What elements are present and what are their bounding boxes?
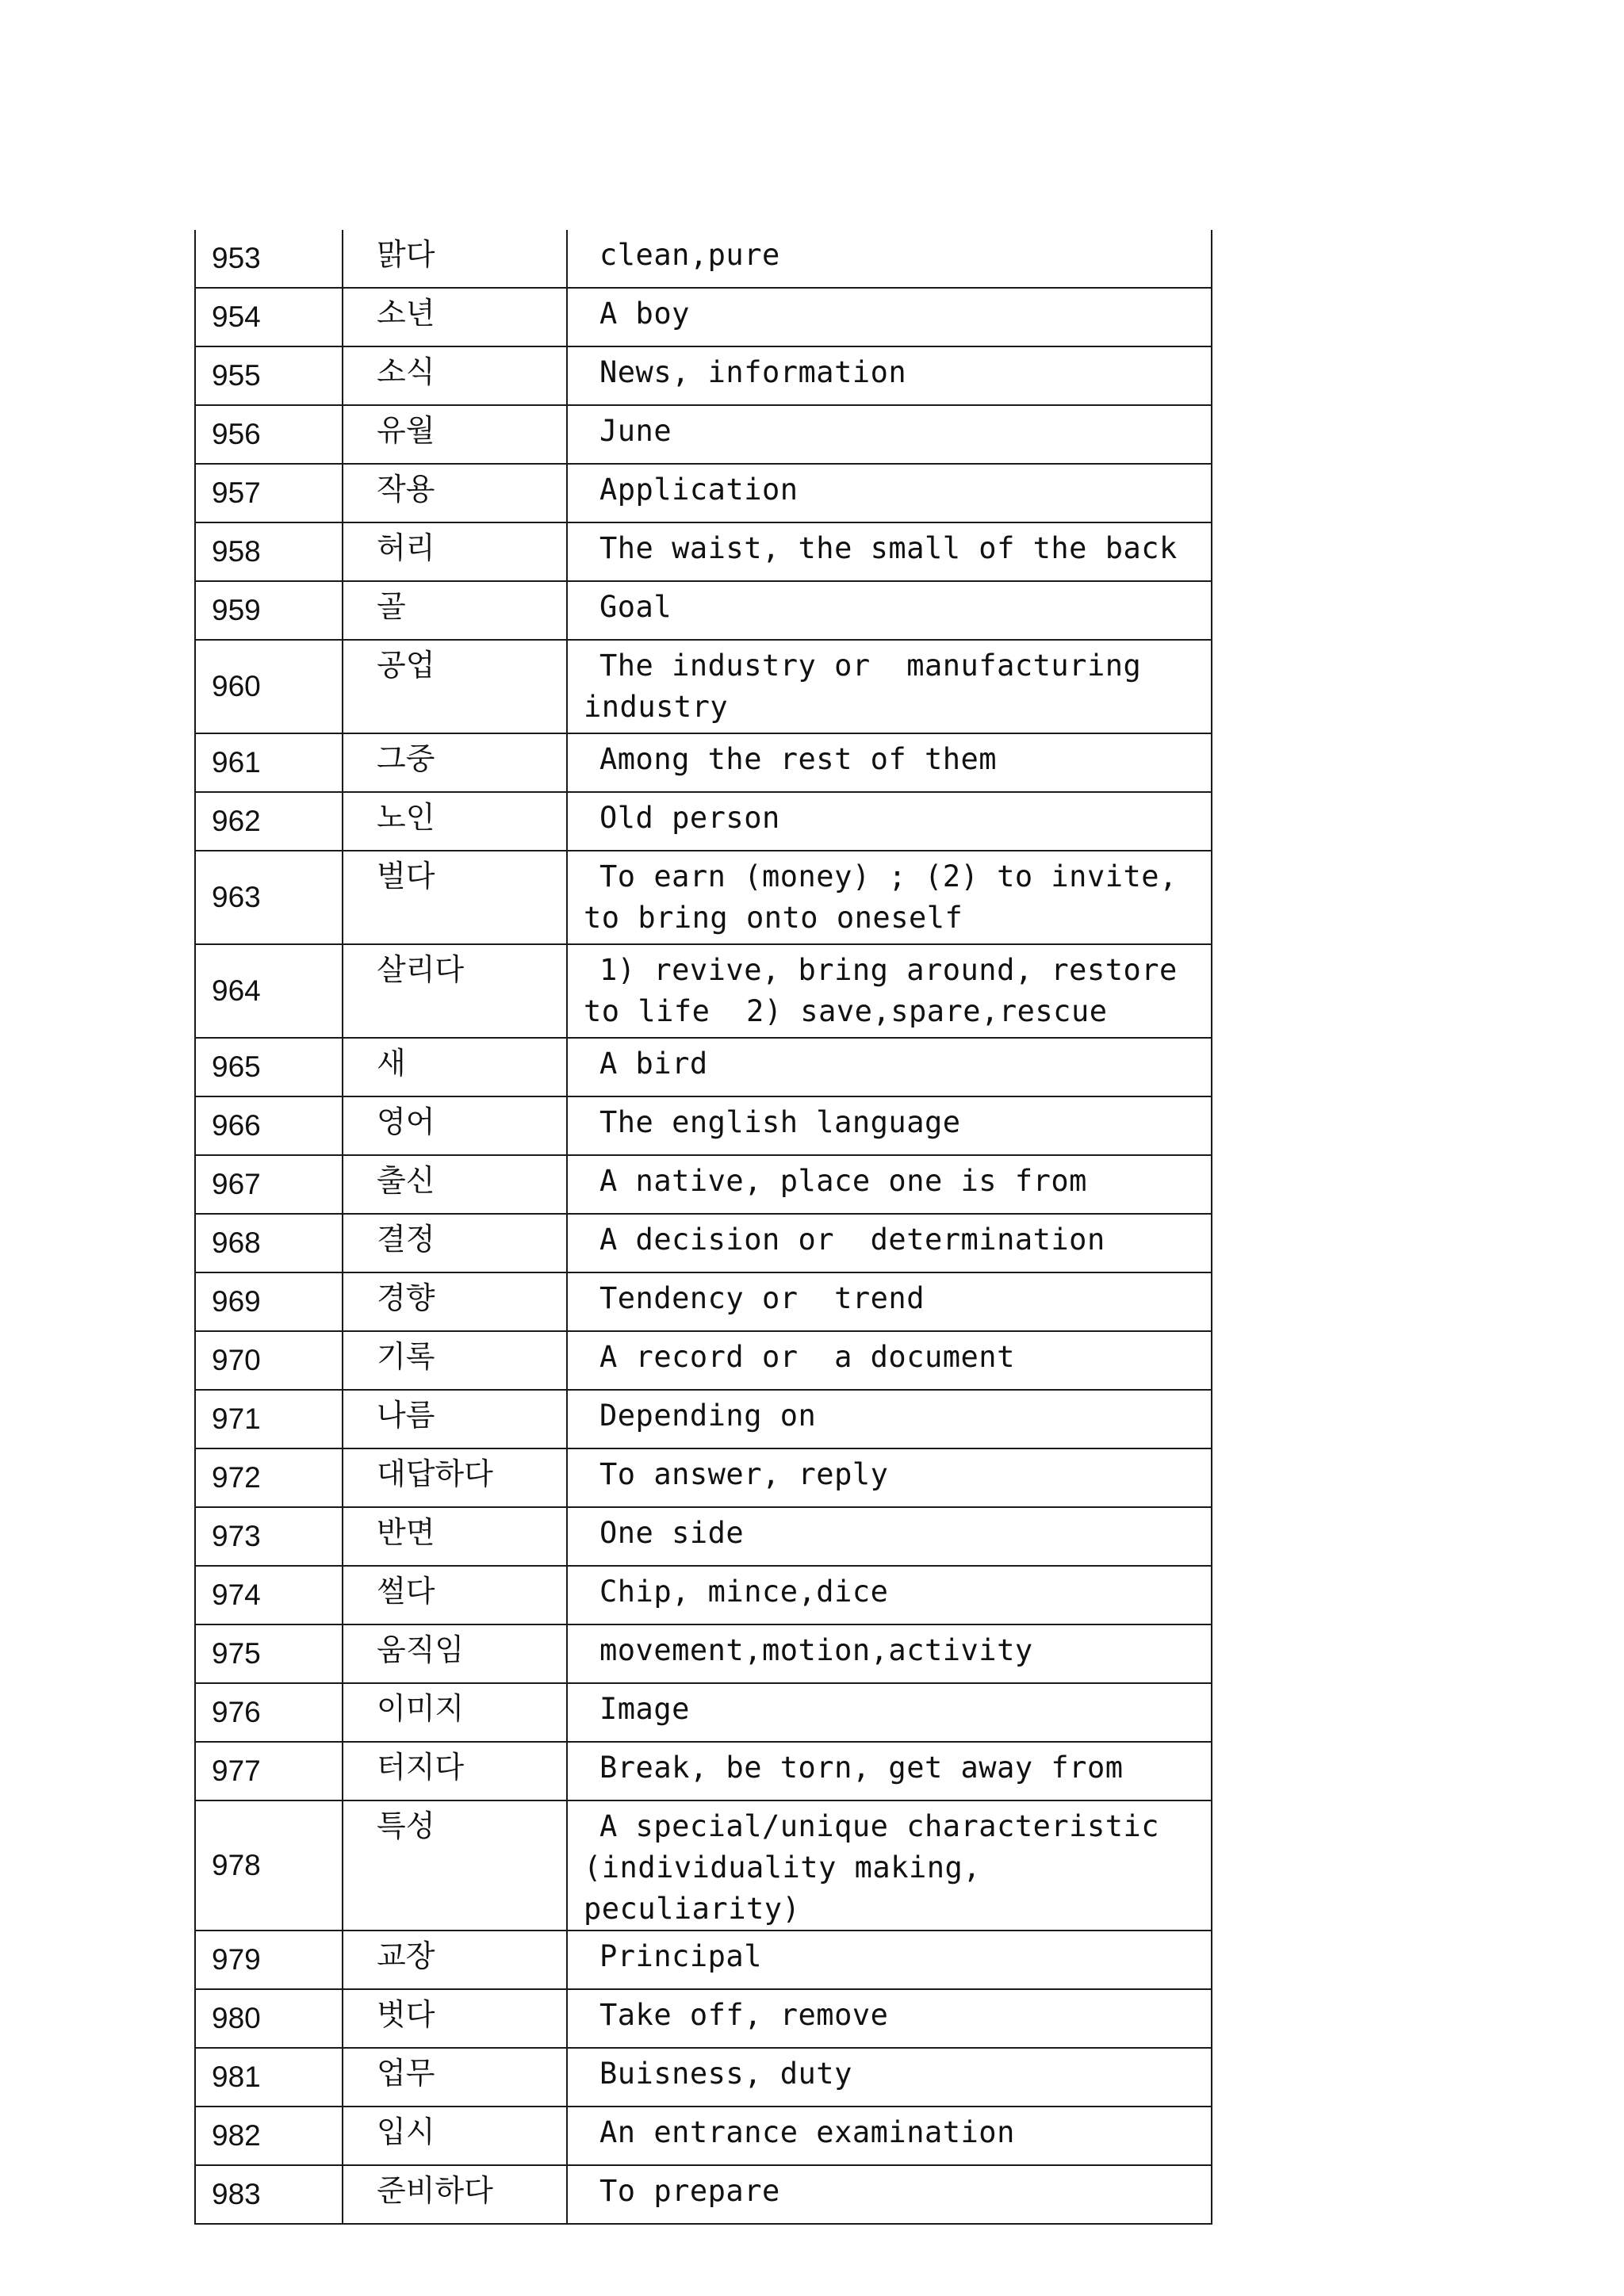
- korean-word: 새: [343, 1038, 567, 1096]
- korean-word: 결정: [343, 1214, 567, 1272]
- korean-word: 소년: [343, 288, 567, 346]
- korean-word: 이미지: [343, 1683, 567, 1742]
- english-meaning: [567, 1931, 1212, 1989]
- english-meaning-text: A bird: [599, 1047, 708, 1081]
- english-meaning: [567, 2107, 1212, 2165]
- english-meaning: [567, 1331, 1212, 1390]
- korean-word: 벌다: [343, 851, 567, 944]
- english-meaning: [567, 405, 1212, 464]
- english-meaning-text: Goal: [599, 590, 672, 624]
- english-meaning: [567, 1507, 1212, 1566]
- table-row: [195, 464, 1212, 522]
- english-meaning: [567, 1989, 1212, 2048]
- english-meaning-text: Image: [599, 1692, 690, 1726]
- korean-word: 유월: [343, 405, 567, 464]
- english-meaning-text: Buisness, duty: [599, 2057, 852, 2091]
- english-meaning: [567, 1742, 1212, 1800]
- english-meaning: [567, 1566, 1212, 1624]
- entry-number: 969: [195, 1272, 343, 1331]
- entry-number: 966: [195, 1096, 343, 1155]
- english-meaning-text: Take off, remove: [599, 1998, 889, 2032]
- korean-word: 반면: [343, 1507, 567, 1566]
- english-meaning-text: One side: [599, 1516, 745, 1550]
- entry-number: 979: [195, 1931, 343, 1989]
- english-meaning: [567, 1272, 1212, 1331]
- english-meaning: [567, 851, 1212, 944]
- entry-number: 972: [195, 1448, 343, 1507]
- table-row: [195, 2048, 1212, 2107]
- korean-word: 출신: [343, 1155, 567, 1214]
- table-row: [195, 405, 1212, 464]
- english-meaning-text: Among the rest of them: [599, 742, 998, 776]
- korean-word: 교장: [343, 1931, 567, 1989]
- entry-number: 967: [195, 1155, 343, 1214]
- entry-number: 983: [195, 2165, 343, 2224]
- korean-word: 맑다: [343, 230, 567, 288]
- english-meaning-text: To prepare: [599, 2174, 780, 2208]
- korean-word: 공업: [343, 640, 567, 733]
- table-row: [195, 792, 1212, 851]
- korean-word: 준비하다: [343, 2165, 567, 2224]
- entry-number: 971: [195, 1390, 343, 1448]
- table-row: [195, 1507, 1212, 1566]
- table-row: [195, 2165, 1212, 2224]
- english-meaning: [567, 640, 1212, 733]
- english-meaning-text: Principal: [599, 1939, 762, 1973]
- table-row: [195, 1096, 1212, 1155]
- entry-number: 960: [195, 640, 343, 733]
- english-meaning: [567, 1683, 1212, 1742]
- table-row: [195, 1931, 1212, 1989]
- entry-number: 965: [195, 1038, 343, 1096]
- english-meaning-text: Old person: [599, 801, 780, 835]
- english-meaning-text: movement,motion,activity: [599, 1633, 1033, 1667]
- entry-number: 973: [195, 1507, 343, 1566]
- english-meaning-text: Depending on: [599, 1399, 817, 1433]
- english-meaning-text: Chip, mince,dice: [599, 1575, 889, 1609]
- korean-word: 벗다: [343, 1989, 567, 2048]
- english-meaning: [567, 1390, 1212, 1448]
- korean-word: 업무: [343, 2048, 567, 2107]
- english-meaning-text: A record or a document: [599, 1340, 1015, 1374]
- english-meaning: [567, 1214, 1212, 1272]
- table-row: [195, 346, 1212, 405]
- english-meaning: [567, 522, 1212, 581]
- english-meaning: [567, 1624, 1212, 1683]
- entry-number: 956: [195, 405, 343, 464]
- korean-word: 살리다: [343, 944, 567, 1038]
- entry-number: 953: [195, 230, 343, 288]
- entry-number: 978: [195, 1800, 343, 1931]
- korean-word: 썰다: [343, 1566, 567, 1624]
- english-meaning-text: To earn (money) ; (2) to invite, to bring onto oneself: [584, 859, 1196, 935]
- table-row: [195, 522, 1212, 581]
- english-meaning-text: A native, place one is from: [599, 1164, 1087, 1198]
- table-row: [195, 1155, 1212, 1214]
- english-meaning: [567, 792, 1212, 851]
- entry-number: 954: [195, 288, 343, 346]
- english-meaning: [567, 464, 1212, 522]
- english-meaning-text: An entrance examination: [599, 2115, 1015, 2149]
- korean-word: 노인: [343, 792, 567, 851]
- entry-number: 968: [195, 1214, 343, 1272]
- korean-word: 터지다: [343, 1742, 567, 1800]
- table-row: [195, 1989, 1212, 2048]
- korean-word: 허리: [343, 522, 567, 581]
- english-meaning: [567, 944, 1212, 1038]
- vocabulary-table: [194, 230, 1212, 2225]
- table-row: [195, 230, 1212, 288]
- entry-number: 974: [195, 1566, 343, 1624]
- entry-number: 970: [195, 1331, 343, 1390]
- korean-word: 그중: [343, 733, 567, 792]
- korean-word: 소식: [343, 346, 567, 405]
- table-row: [195, 1683, 1212, 1742]
- entry-number: 976: [195, 1683, 343, 1742]
- english-meaning-text: A decision or determination: [599, 1223, 1105, 1257]
- vocabulary-table-body: [195, 230, 1212, 2224]
- english-meaning-text: The english language: [599, 1105, 961, 1139]
- table-row: [195, 288, 1212, 346]
- table-row: [195, 1038, 1212, 1096]
- entry-number: 964: [195, 944, 343, 1038]
- table-row: [195, 1331, 1212, 1390]
- table-row: [195, 851, 1212, 944]
- korean-word: 움직임: [343, 1624, 567, 1683]
- korean-word: 입시: [343, 2107, 567, 2165]
- english-meaning: [567, 1038, 1212, 1096]
- table-row: [195, 1214, 1212, 1272]
- english-meaning: [567, 581, 1212, 640]
- korean-word: 특성: [343, 1800, 567, 1931]
- entry-number: 957: [195, 464, 343, 522]
- entry-number: 962: [195, 792, 343, 851]
- english-meaning: [567, 346, 1212, 405]
- table-row: [195, 1448, 1212, 1507]
- english-meaning-text: A special/unique characteristic (individuality making, peculiarity): [584, 1809, 1178, 1926]
- english-meaning: [567, 1448, 1212, 1507]
- table-row: [195, 1272, 1212, 1331]
- english-meaning-text: News, information: [599, 355, 907, 389]
- english-meaning: [567, 2048, 1212, 2107]
- table-row: [195, 733, 1212, 792]
- english-meaning-text: 1) revive, bring around, restore to life 2) save,spare,rescue: [584, 953, 1196, 1028]
- english-meaning-text: Application: [599, 473, 799, 507]
- table-row: [195, 1742, 1212, 1800]
- korean-word: 경향: [343, 1272, 567, 1331]
- english-meaning-text: Tendency or trend: [599, 1281, 925, 1315]
- table-row: [195, 1390, 1212, 1448]
- entry-number: 958: [195, 522, 343, 581]
- english-meaning: [567, 2165, 1212, 2224]
- entry-number: 963: [195, 851, 343, 944]
- entry-number: 980: [195, 1989, 343, 2048]
- english-meaning-text: clean,pure: [599, 238, 780, 272]
- english-meaning-text: The industry or manufacturing industry: [584, 649, 1160, 724]
- english-meaning-text: Break, be torn, get away from: [599, 1751, 1124, 1785]
- english-meaning: [567, 288, 1212, 346]
- korean-word: 기록: [343, 1331, 567, 1390]
- english-meaning-text: June: [599, 414, 672, 448]
- table-row: [195, 581, 1212, 640]
- table-row: [195, 640, 1212, 733]
- entry-number: 959: [195, 581, 343, 640]
- table-row: [195, 1624, 1212, 1683]
- entry-number: 955: [195, 346, 343, 405]
- english-meaning-text: To answer, reply: [599, 1457, 889, 1491]
- entry-number: 982: [195, 2107, 343, 2165]
- table-row: [195, 944, 1212, 1038]
- english-meaning-text: The waist, the small of the back: [599, 531, 1178, 565]
- english-meaning: [567, 1096, 1212, 1155]
- entry-number: 975: [195, 1624, 343, 1683]
- korean-word: 골: [343, 581, 567, 640]
- korean-word: 나름: [343, 1390, 567, 1448]
- korean-word: 작용: [343, 464, 567, 522]
- english-meaning: [567, 1800, 1212, 1931]
- english-meaning: [567, 733, 1212, 792]
- english-meaning-text: A boy: [599, 297, 690, 331]
- table-row: [195, 2107, 1212, 2165]
- english-meaning: [567, 1155, 1212, 1214]
- korean-word: 대답하다: [343, 1448, 567, 1507]
- english-meaning: [567, 230, 1212, 288]
- entry-number: 961: [195, 733, 343, 792]
- table-row: [195, 1800, 1212, 1931]
- korean-word: 영어: [343, 1096, 567, 1155]
- entry-number: 981: [195, 2048, 343, 2107]
- table-row: [195, 1566, 1212, 1624]
- entry-number: 977: [195, 1742, 343, 1800]
